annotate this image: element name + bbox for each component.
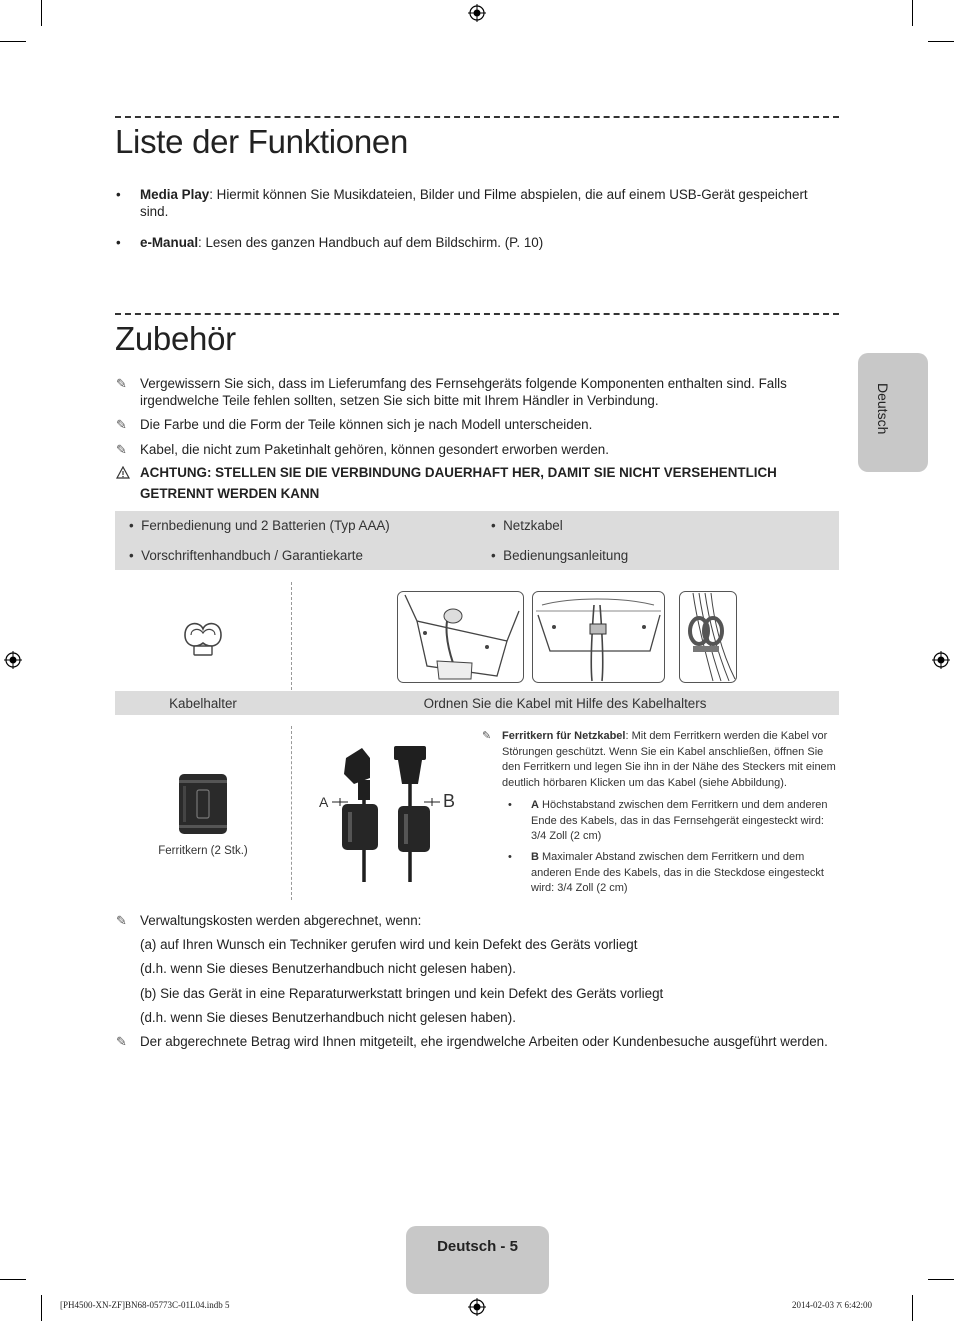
language-side-tab bbox=[858, 353, 928, 472]
crop-mark bbox=[41, 1295, 42, 1321]
crop-mark bbox=[0, 1279, 26, 1280]
crop-mark bbox=[928, 41, 954, 42]
ferrite-point-b: • B Maximaler Abstand zwischen dem Ferritkern und dem anderen Ende des Kabels, das in die Steckdose eingesteckt wird: 3/4 Zoll (2 cm) bbox=[508, 851, 824, 894]
note-admin-fees: ✎ Verwaltungskosten werden abgerechnet, wenn: bbox=[116, 913, 422, 928]
feature-text: : Lesen des ganzen Handbuch auf dem Bildschirm. (P. 10) bbox=[198, 235, 544, 250]
ferrite-note-text: : Mit dem Ferritkern werden die Kabel vor Störungen geschützt. Wenn Sie ein Kabel anschließen, öffnen Sie den Ferritkern und legen Sie ihn in der Nähe des Steckers mit einem deutlich hörbaren Klicken um das Kabel (siehe Abbildung). bbox=[502, 730, 836, 789]
note-billing: ✎ Der abgerechnete Betrag wird Ihnen mitgeteilt, ehe irgendwelche Arbeiten oder Kundenbesuche ausgeführt werden. bbox=[116, 1034, 828, 1049]
ferrite-core-illustration bbox=[177, 772, 229, 836]
bullet: • bbox=[116, 235, 121, 250]
crop-mark bbox=[912, 1295, 913, 1321]
crop-mark bbox=[912, 0, 913, 26]
column-divider bbox=[291, 582, 292, 690]
warning-connection: ACHTUNG: STELLEN SIE DIE VERBINDUNG DAUERHAFT HER, DAMIT SIE NICHT VERSEHENTLICH GETRENNT WERDEN KANN bbox=[116, 462, 838, 504]
bullet: • bbox=[116, 187, 121, 202]
section-divider bbox=[115, 313, 839, 315]
note-pencil-icon: ✎ bbox=[116, 376, 127, 391]
crop-mark bbox=[41, 0, 42, 26]
accessory-item-power-cord: • Netzkabel bbox=[491, 518, 563, 533]
crop-mark bbox=[0, 41, 26, 42]
note-color-shape: ✎ Die Farbe und die Form der Teile können sich je nach Modell unterscheiden. bbox=[116, 417, 593, 432]
feature-term: Media Play bbox=[140, 187, 210, 202]
column-divider bbox=[291, 726, 292, 900]
crop-mark bbox=[928, 1279, 954, 1280]
feature-item-e-manual bbox=[116, 234, 836, 251]
admin-fee-line: (d.h. wenn Sie dieses Benutzerhandbuch nicht gelesen haben). bbox=[140, 1010, 516, 1025]
ferrite-label-a: A bbox=[319, 794, 329, 810]
note-pencil-icon: ✎ bbox=[482, 730, 492, 742]
registration-mark-icon bbox=[4, 651, 22, 669]
note-pencil-icon: ✎ bbox=[116, 442, 127, 457]
registration-mark-icon bbox=[468, 4, 486, 22]
page-number-tab bbox=[406, 1226, 549, 1294]
cable-holder-step2-illustration bbox=[532, 591, 665, 683]
footer-timestamp: 2014-02-03 ⚻ 6:42:00 bbox=[792, 1300, 872, 1310]
section-title-accessories: Zubehör bbox=[115, 320, 236, 357]
page-number-label: Deutsch - 5 bbox=[437, 1238, 518, 1255]
registration-mark-icon bbox=[468, 1298, 486, 1316]
admin-fee-line: (a) auf Ihren Wunsch ein Techniker gerufen wird und kein Defekt des Geräts vorliegt bbox=[140, 937, 638, 952]
accessory-item-remote: • Fernbedienung und 2 Batterien (Typ AAA) bbox=[129, 518, 390, 533]
registration-mark-icon bbox=[932, 651, 950, 669]
section-divider bbox=[115, 116, 839, 118]
note-pencil-icon: ✎ bbox=[116, 913, 127, 928]
ferrite-caption: Ferritkern (2 Stk.) bbox=[158, 845, 248, 857]
feature-text: : Hiermit können Sie Musikdateien, Bilder und Filme abspielen, die auf einem USB-Gerät gespeichert sind. bbox=[140, 187, 808, 219]
language-side-tab-label: Deutsch bbox=[875, 383, 891, 435]
ferrite-note-term: Ferritkern für Netzkabel bbox=[502, 730, 626, 742]
note-contents-check: ✎ Vergewissern Sie sich, dass im Lieferumfang des Fernsehgeräts folgende Komponenten enthalten sind. Falls irgendwelche Teile fehlen sollten, setzen Sie sich bitte mit Ihrem Händler in Verbindung. bbox=[116, 376, 787, 408]
accessory-item-regulatory-guide: • Vorschriftenhandbuch / Garantiekarte bbox=[129, 548, 363, 563]
cable-holder-illustration bbox=[180, 613, 226, 659]
note-pencil-icon: ✎ bbox=[116, 417, 127, 432]
note-cables-separate: ✎ Kabel, die nicht zum Paketinhalt gehören, können gesondert erworben werden. bbox=[116, 442, 609, 457]
footer-file-info: [PH4500-XN-ZF]BN68-05773C-01L04.indb 5 bbox=[60, 1300, 230, 1310]
admin-fee-line: (d.h. wenn Sie dieses Benutzerhandbuch nicht gelesen haben). bbox=[140, 961, 516, 976]
cable-holder-step3-illustration bbox=[679, 591, 737, 683]
cable-holder-label: Kabelhalter bbox=[169, 696, 237, 711]
cable-holder-step1-illustration bbox=[397, 591, 524, 683]
note-pencil-icon: ✎ bbox=[116, 1034, 127, 1049]
warning-triangle-icon bbox=[116, 464, 130, 485]
cable-holder-instruction: Ordnen Sie die Kabel mit Hilfe des Kabelhalters bbox=[423, 696, 707, 711]
feature-term: e-Manual bbox=[140, 235, 199, 250]
admin-fee-line: (b) Sie das Gerät in eine Reparaturwerkstatt bringen und kein Defekt des Geräts vorliegt bbox=[140, 986, 664, 1001]
section-title-features: Liste der Funktionen bbox=[115, 123, 409, 160]
ferrite-on-cable-illustration bbox=[318, 744, 458, 884]
accessory-item-user-manual: • Bedienungsanleitung bbox=[491, 548, 629, 563]
feature-item-media-play bbox=[116, 186, 836, 220]
ferrite-point-a: • A Höchstabstand zwischen dem Ferritkern und dem anderen Ende des Kabels, das in das Fernsehgerät eingesteckt wird: 3/4 Zoll (2 cm) bbox=[508, 799, 828, 842]
ferrite-note bbox=[482, 729, 838, 791]
ferrite-label-b: B bbox=[443, 791, 456, 811]
